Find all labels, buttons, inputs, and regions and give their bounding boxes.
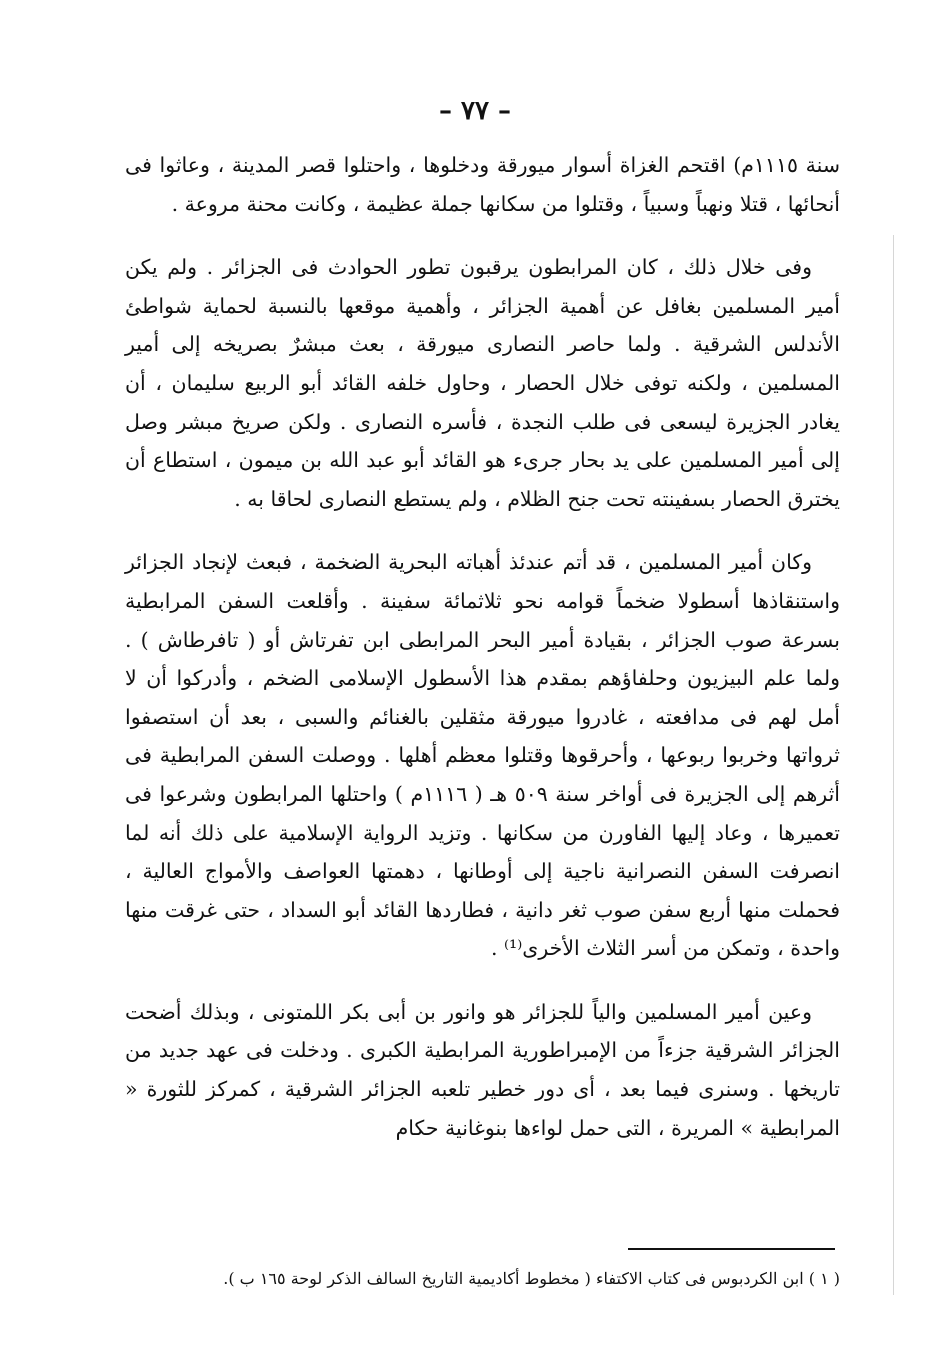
paragraph-3: وكان أمير المسلمين ، قد أتم عندئذ أهباته البحرية الضخمة ، فبعث لإنجاد الجزائر واستنقاذها أسطولا ضخماً قوامه نحو ثلاثمائة سفينة . وأقلعت السفن المرابطية بسرعة صوب الجزائر ، بقيادة أمير البحر المرابطى ابن تفرتاش أو ( تافرطاش ) . ولما علم البيزيون وحلفاؤهم بمقدم هذا الأسطول الإسلامى الضخم ، وأدركوا أن لا أمل لهم فى مدافعته ، غادروا ميورقة مثقلين بالغنائم والسبى ، بعد أن استصفوا ثرواتها وخربوا ربوعها ، وأحرقوها وقتلوا معظم أهلها . ووصلت السفن المرابطية فى أثرهم إلى الجزيرة فى أواخر سنة ٥٠٩ هـ ( ١١١٦م ) واحتلها المرابطون وشرعوا فى تعميرها ، وعاد إليها الفاورن من سكانها . وتزيد الرواية الإسلامية على ذلك أنه لما انصرفت السفن النصرانية ناجية إلى أوطانها ، دهمتها العواصف والأمواج العالية ، فحملت منها أربع سفن صوب ثغر دانية ، فطاردها القائد أبو السداد ، حتى غرقت منها واحدة ، وتمكن من أسر الثلاث الأخرى⁽¹⁾ . xyxy=(125,550,840,961)
paragraph-4: وعين أمير المسلمين والياً للجزائر هو وانور بن أبى بكر اللمتونى ، وبذلك أضحت الجزائر الشرقية جزءاً من الإمبراطورية المرابطية الكبرى . ودخلت فى عهد جديد من تاريخها . وسنرى فيما بعد ، أى دور خطير تلعبه الجزائر الشرقية ، كمركز للثورة « المرابطية » المريرة ، التى حمل لواءها بنوغانية حكام xyxy=(125,999,840,1140)
margin-fold-line xyxy=(893,235,894,1295)
paragraph-2: وفى خلال ذلك ، كان المرابطون يرقبون تطور الحوادث فى الجزائر . ولم يكن أمير المسلمين بغافل عن أهمية الجزائر ، وأهمية موقعها بالنسبة لحماية شواطئ الأندلس الشرقية . ولما حاصر النصارى ميورقة ، بعث مبشرٌ بصريخه إلى أمير المسلمين ، ولكنه توفى خلال الحصار ، وحاول خلفه القائد أبو الربيع سليمان ، أن يغادر الجزيرة ليسعى فى طلب النجدة ، فأسره النصارى . ولكن صريخ مبشر وصل إلى أمير المسلمين على يد بحار جرىء هو القائد أبو عبد الله بن ميمون ، استطاع أن يخترق الحصار بسفينته تحت جنح الظلام ، ولم يستطع النصارى لحاقا به . xyxy=(125,255,840,511)
page-number: – ٧٧ – xyxy=(438,96,512,126)
footnote: ( ١ ) ابن الكردبوس فى كتاب الاكتفاء ( مخطوط أكاديمية التاريخ السالف الذكر لوحة ١٦٥ ب ). xyxy=(223,1269,840,1288)
body-text xyxy=(125,146,840,1172)
footnote-divider xyxy=(628,1248,835,1250)
paragraph-1: سنة ١١١٥م) اقتحم الغزاة أسوار ميورقة ودخلوها ، واحتلوا قصر المدينة ، وعاثوا فى أنحائها ، قتلا ونهباً وسبياً ، وقتلوا من سكانها جملة عظيمة ، وكانت محنة مروعة . xyxy=(125,153,840,216)
